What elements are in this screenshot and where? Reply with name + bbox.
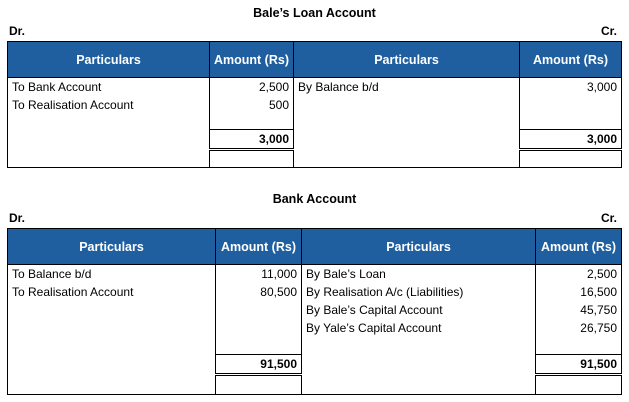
list-item: 500 xyxy=(268,98,289,112)
bank-credit-amounts xyxy=(536,265,622,355)
loan-credit-amounts xyxy=(520,78,622,130)
loan-header-amount-dr: Amount (Rs) xyxy=(210,42,294,78)
bank-debit-particulars xyxy=(8,265,216,355)
list-item: 3,000 xyxy=(586,80,617,94)
loan-debit-total: 3,000 xyxy=(210,130,294,150)
list-item: By Yale’s Capital Account xyxy=(306,321,442,335)
list-item: 16,500 xyxy=(580,285,617,299)
loan-header-particulars-cr: Particulars xyxy=(294,42,520,78)
loan-debit-amounts xyxy=(210,78,294,130)
bank-header-amount-cr: Amount (Rs) xyxy=(536,229,622,265)
list-item: To Balance b/d xyxy=(12,267,92,281)
list-item: By Balance b/d xyxy=(298,80,379,94)
bank-debit-amounts xyxy=(216,265,302,355)
bank-header-amount-dr: Amount (Rs) xyxy=(216,229,302,265)
list-item: By Bale’s Loan xyxy=(306,267,386,281)
loan-header-amount-cr: Amount (Rs) xyxy=(520,42,622,78)
bank-credit-total: 91,500 xyxy=(536,355,622,375)
list-item: By Realisation A/c (Liabilities) xyxy=(306,285,464,299)
bank-account-title: Bank Account xyxy=(272,192,357,206)
list-item: 80,500 xyxy=(260,285,297,299)
list-item: 11,000 xyxy=(261,267,297,281)
loan-credit-particulars xyxy=(294,78,520,130)
bank-dr-label: Dr. xyxy=(9,211,26,225)
list-item: By Bale’s Capital Account xyxy=(306,303,443,317)
list-item: To Realisation Account xyxy=(12,98,134,112)
list-item: To Realisation Account xyxy=(12,285,134,299)
bank-header-particulars-cr: Particulars xyxy=(302,229,536,265)
bank-account-table xyxy=(7,228,622,395)
loan-credit-total: 3,000 xyxy=(520,130,622,150)
bank-header-particulars-dr: Particulars xyxy=(8,229,216,265)
loan-debit-particulars xyxy=(8,78,210,130)
loan-header-particulars-dr: Particulars xyxy=(8,42,210,78)
bank-credit-particulars xyxy=(302,265,536,355)
loan-account-table xyxy=(7,41,622,168)
list-item: 26,750 xyxy=(580,321,617,335)
bank-cr-label: Cr. xyxy=(600,211,617,225)
list-item: 2,500 xyxy=(258,80,289,94)
list-item: 45,750 xyxy=(580,303,617,317)
loan-account-title: Bale’s Loan Account xyxy=(253,6,376,20)
list-item: 2,500 xyxy=(586,267,617,281)
bank-debit-total: 91,500 xyxy=(216,355,302,375)
loan-dr-label: Dr. xyxy=(9,24,26,38)
loan-cr-label: Cr. xyxy=(600,24,617,38)
list-item: To Bank Account xyxy=(12,80,102,94)
